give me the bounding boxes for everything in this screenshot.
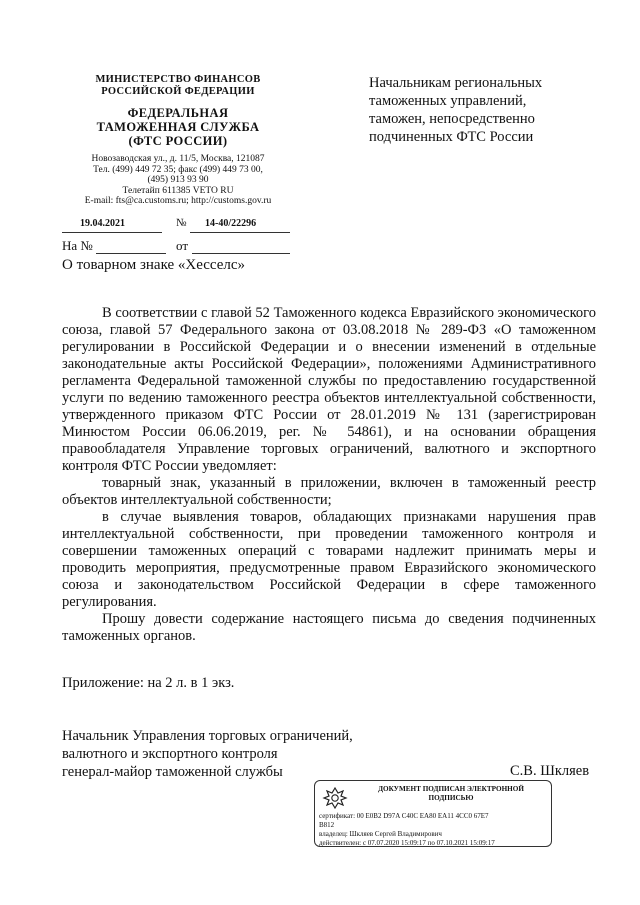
reference-date-underline bbox=[192, 253, 290, 254]
e-signature-stamp bbox=[314, 780, 552, 847]
service-name: ФЕДЕРАЛЬНАЯ ТАМОЖЕННАЯ СЛУЖБА (ФТС РОССИИ) bbox=[96, 106, 260, 148]
reference-number-label: На № bbox=[62, 238, 93, 253]
ministry-name: МИНИСТЕРСТВО ФИНАНСОВ РОССИЙСКОЙ ФЕДЕРАЦИИ bbox=[95, 74, 261, 97]
body-paragraph: в случае выявления товаров, обладающих признаками нарушения прав интеллектуальной собственности, при проведении таможенного контроля и совершении таможенных операций с товарами надлежит принимать меры и проводить мероприятия, предусмотренные правом Евразийского экономического союза и законодательством Российской Федерации в сфере таможенного регулирования. bbox=[62, 509, 596, 610]
letter-body bbox=[62, 305, 596, 645]
registration-date: 19.04.2021 bbox=[80, 218, 125, 229]
reference-date-label: от bbox=[176, 238, 189, 253]
registration-number: 14-40/22296 bbox=[205, 218, 257, 229]
letter-subject: О товарном знаке «Хесселс» bbox=[62, 257, 246, 273]
date-underline bbox=[62, 232, 162, 233]
appendix-note: Приложение: на 2 л. в 1 экз. bbox=[62, 675, 235, 691]
body-paragraph: товарный знак, указанный в приложении, включен в таможенный реестр объектов интеллектуальной собственности; bbox=[62, 475, 596, 508]
contact-block: Новозаводская ул., д. 11/5, Москва, 121087 Тел. (499) 449 72 35; факс (499) 449 73 00, (495) 913 93 90 Телетайп 611385 VETO RU E-mail: fts@ca.customs.ru; http://customs.gov.ru bbox=[84, 154, 272, 206]
addressee-block: Начальникам региональных таможенных управлений, таможен, непосредственно подчиненных ФТС России bbox=[369, 75, 543, 145]
number-sign: № bbox=[176, 217, 187, 229]
number-underline bbox=[190, 232, 290, 233]
body-paragraph: В соответствии с главой 52 Таможенного кодекса Евразийского экономического союза, главой 57 Федерального закона от 03.08.2018 № 289-ФЗ «О таможенном регулировании в Российской Федерации и о внесении изменений в отдельные законодательные акты Российской Федерации», положениями Административного регламента Федеральной таможенной службы по предоставлению государственной услуги по ведению таможенного реестра объектов интеллектуальной собственности, утвержденного приказом ФТС России от 28.01.2019 № 131 (зарегистрирован Минюстом России 06.06.2019, рег. № 54861), и на основании обращения правообладателя Управление торговых ограничений, валютного и экспортного контроля ФТС России уведомляет: bbox=[62, 305, 596, 474]
signatory-name: С.В. Шкляев bbox=[510, 763, 590, 779]
body-paragraph: Прошу довести содержание настоящего письма до сведения подчиненных таможенных органов. bbox=[62, 611, 596, 644]
reference-underline bbox=[96, 253, 166, 254]
emblem-icon bbox=[321, 785, 349, 811]
stamp-details: сертификат: 00 E0B2 D97A C40C EA80 EA11 4CC0 67E7 B812 владелец: Шкляев Сергей Владимирович действителен: с 07.07.2020 15:09:17 по 07.10.2021 15:09:17 bbox=[319, 812, 495, 847]
stamp-title: ДОКУМЕНТ ПОДПИСАН ЭЛЕКТРОННОЙ ПОДПИСЬЮ bbox=[378, 785, 524, 802]
signatory-position: Начальник Управления торговых ограничений, валютного и экспортного контроля генерал-майор таможенной службы bbox=[62, 728, 353, 780]
